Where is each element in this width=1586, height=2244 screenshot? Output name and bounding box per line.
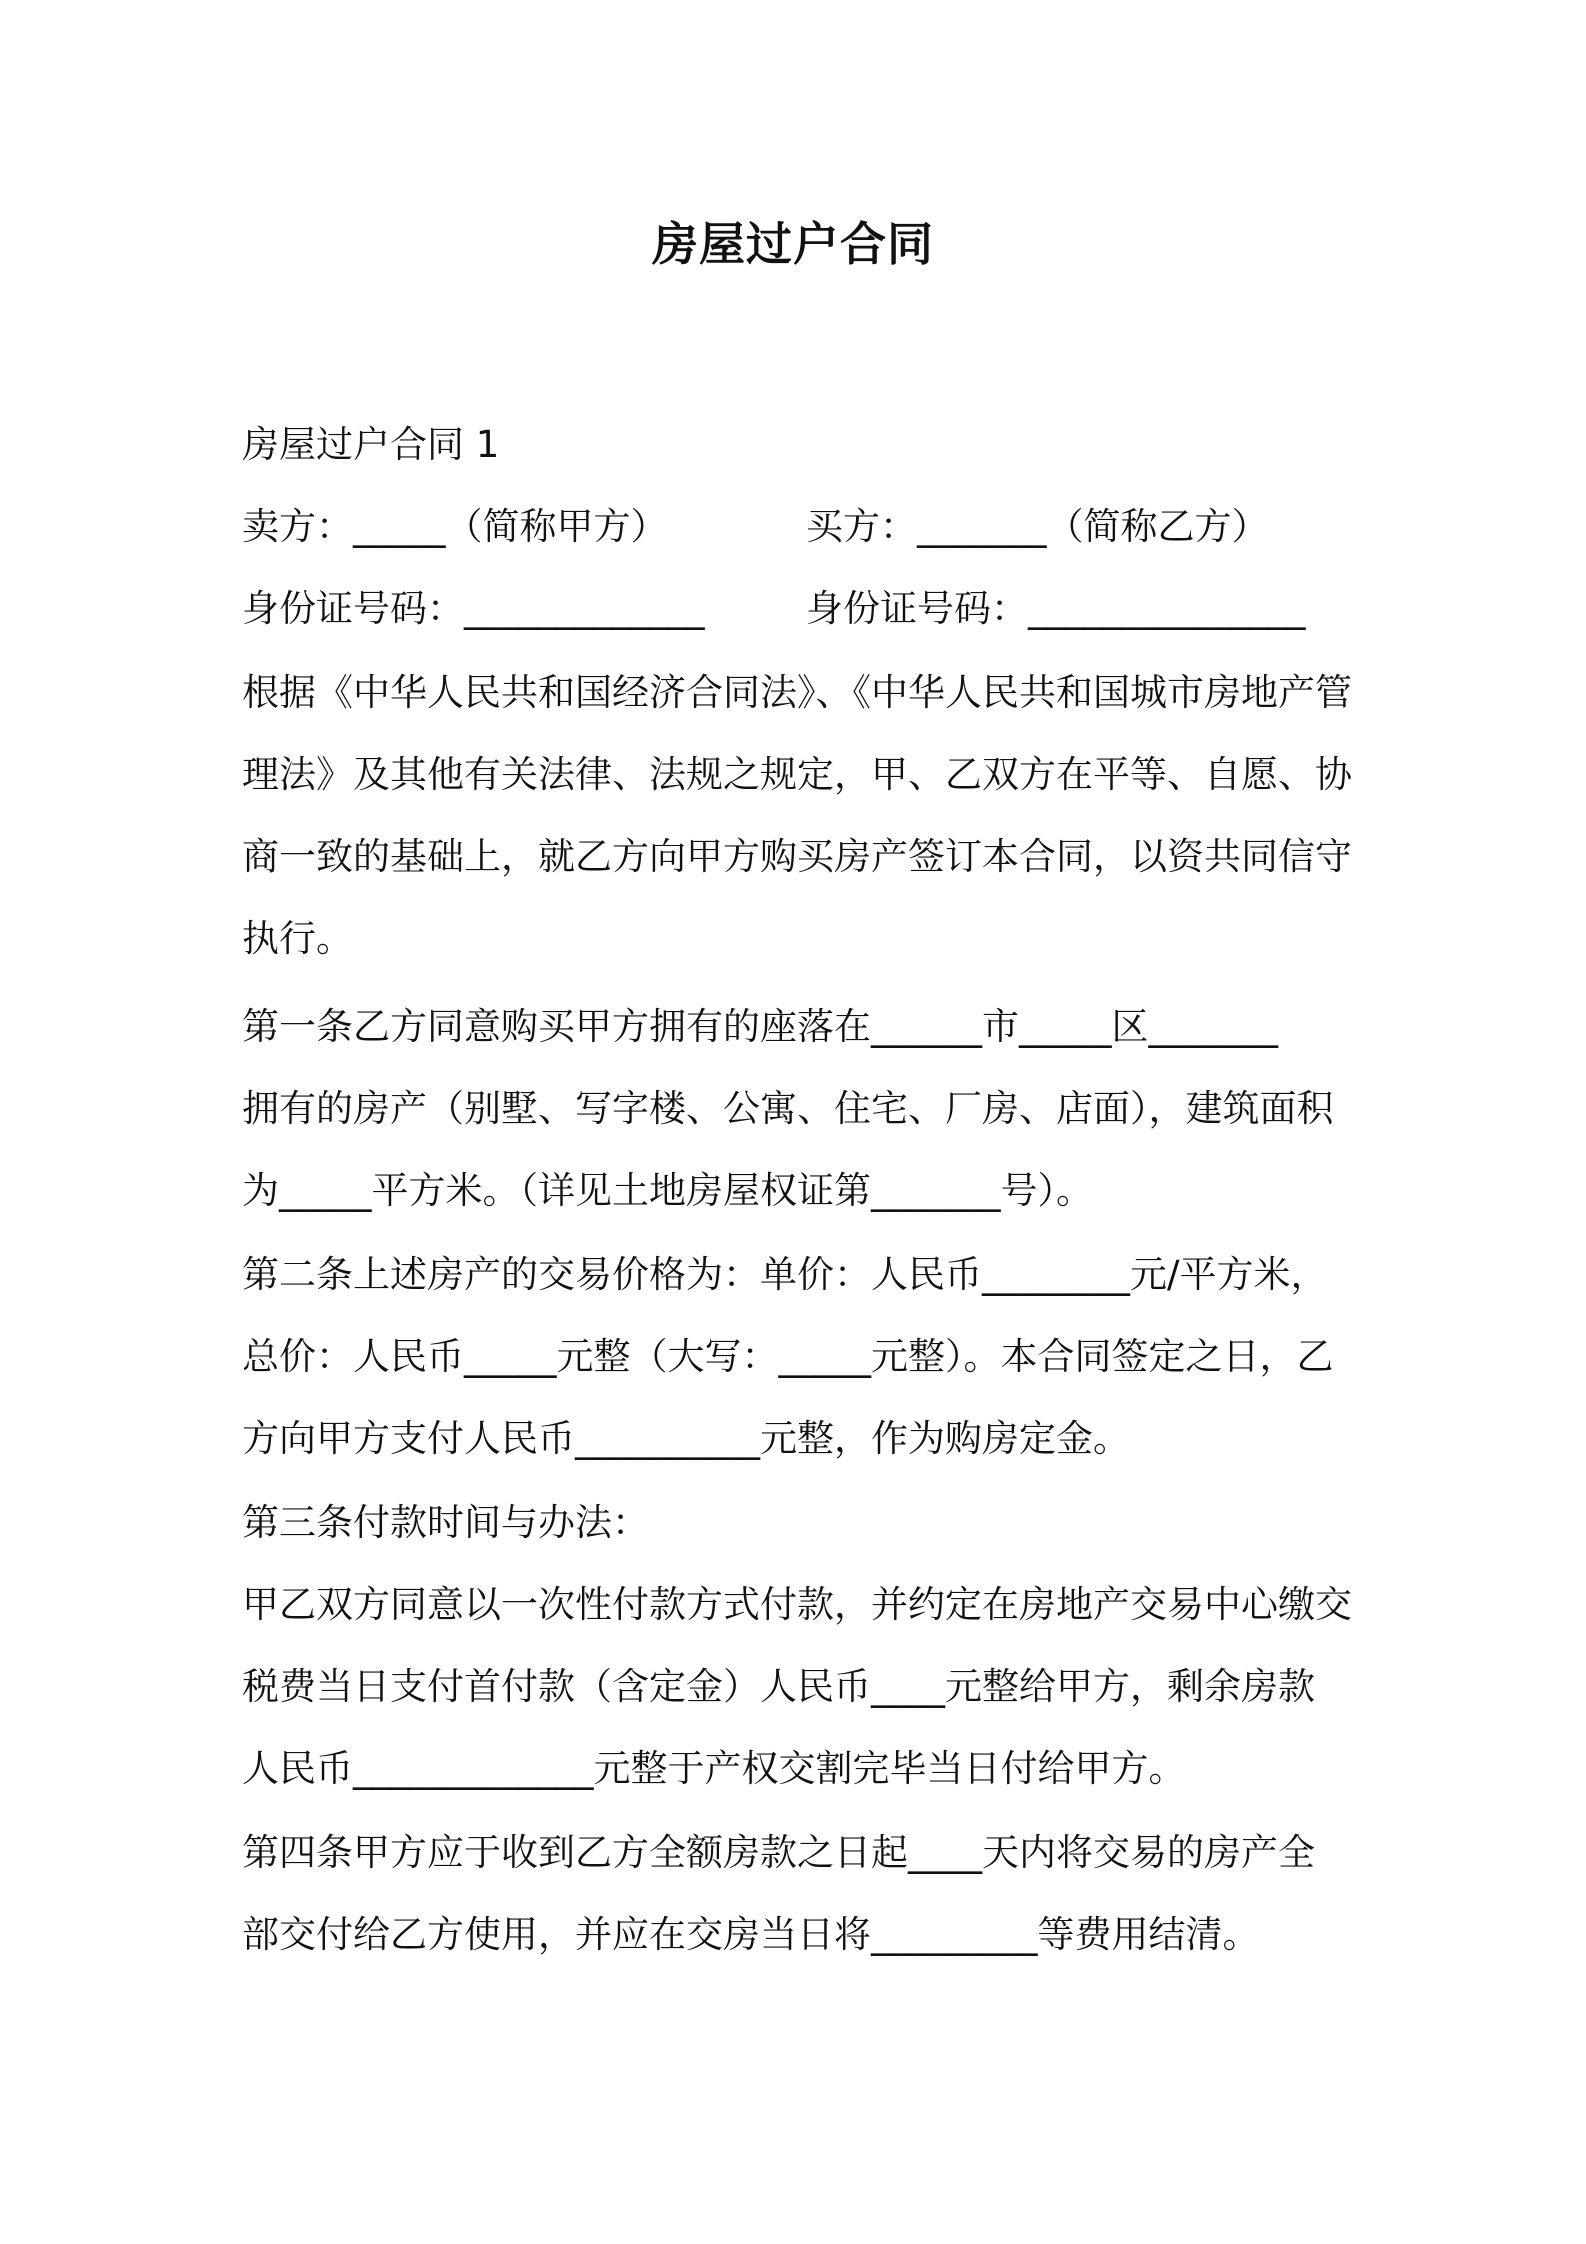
buyer-line: 买方：_______（简称乙方） (806, 505, 1269, 548)
buyer-id-line: 身份证号码：_______________ (806, 587, 1306, 630)
article-2-line: 方向甲方支付人民币__________元整，作为购房定金。 (242, 1417, 1130, 1460)
article-2-line: 第二条上述房产的交易价格为：单价：人民币________元/平方米， (242, 1253, 1328, 1296)
article-4-line: 第四条甲方应于收到乙方全额房款之日起____天内将交易的房产全 (242, 1831, 1315, 1874)
article-3-line: 人民币_____________元整于产权交割完毕当日付给甲方。 (242, 1747, 1186, 1790)
seller-id-line: 身份证号码：_____________ (242, 587, 705, 630)
body-line: 理法》及其他有关法律、法规之规定，甲、乙双方在平等、自愿、协 (242, 753, 1352, 796)
contract-subtitle: 房屋过户合同 1 (242, 423, 500, 466)
body-line: 根据《中华人民共和国经济合同法》、《中华人民共和国城市房地产管 (242, 671, 1352, 714)
article-2-line: 总价：人民币_____元整（大写：_____元整）。本合同签定之日，乙 (242, 1335, 1334, 1378)
article-4-line: 部交付给乙方使用，并应在交房当日将_________等费用结清。 (242, 1913, 1260, 1956)
article-1-line: 为_____平方米。（详见土地房屋权证第_______号）。 (242, 1169, 1093, 1212)
document-title: 房屋过户合同 (652, 217, 934, 271)
body-line: 执行。 (242, 917, 353, 960)
article-3-line: 甲乙双方同意以一次性付款方式付款，并约定在房地产交易中心缴交 (242, 1583, 1352, 1626)
seller-line: 卖方：_____（简称甲方） (242, 505, 668, 548)
article-3-heading: 第三条付款时间与办法： (242, 1501, 649, 1544)
article-1-line: 第一条乙方同意购买甲方拥有的座落在______市_____区_______ (242, 1005, 1278, 1048)
body-line: 商一致的基础上，就乙方向甲方购买房产签订本合同，以资共同信守 (242, 835, 1352, 878)
article-1-line: 拥有的房产（别墅、写字楼、公寓、住宅、厂房、店面），建筑面积 (242, 1087, 1334, 1130)
article-3-line: 税费当日支付首付款（含定金）人民币____元整给甲方，剩余房款 (242, 1665, 1315, 1708)
